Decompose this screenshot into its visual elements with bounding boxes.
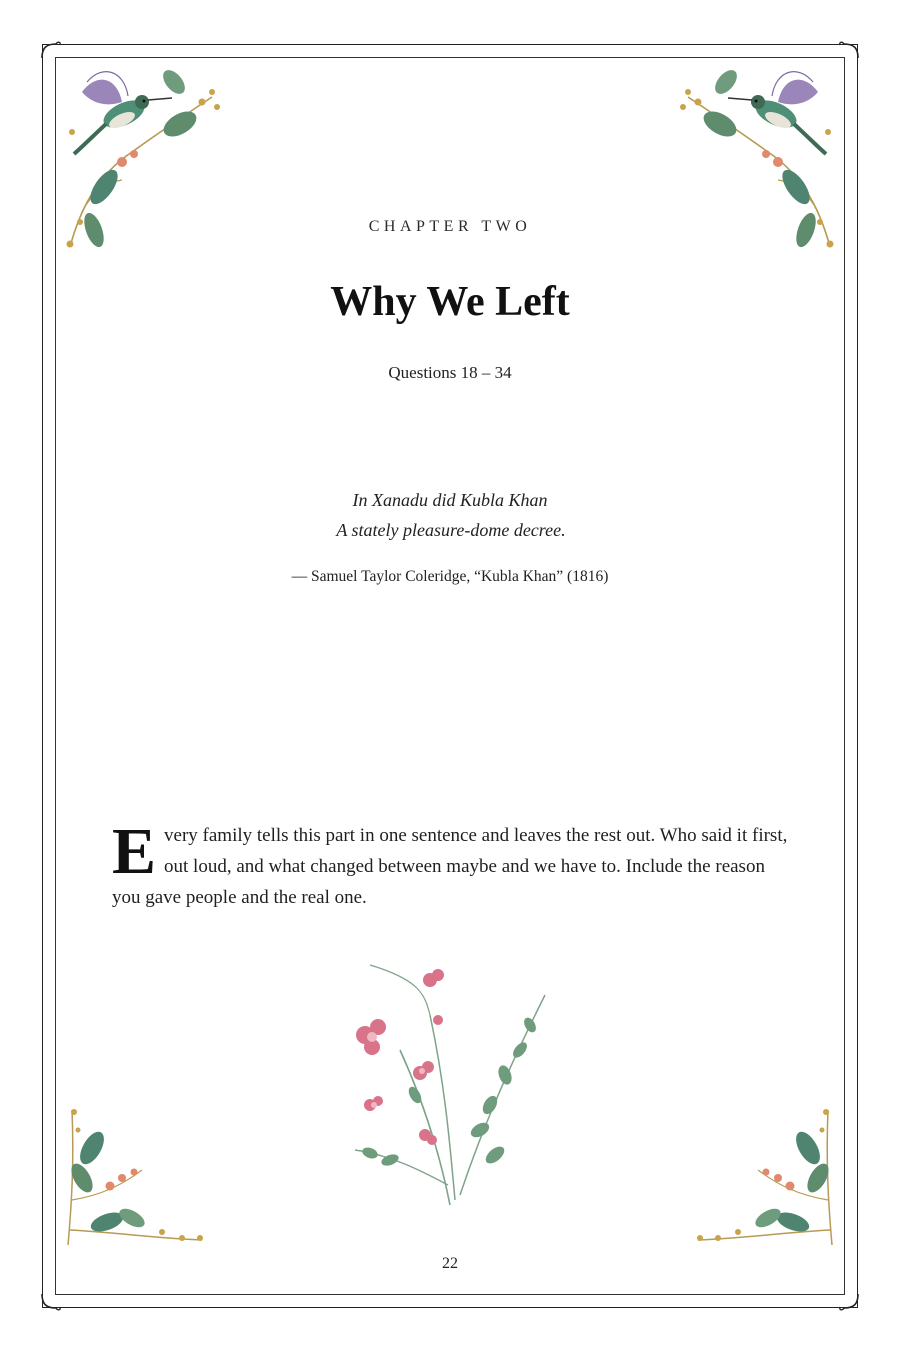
corner-curl-icon <box>838 38 864 64</box>
floral-sprig-icon <box>62 1100 212 1250</box>
epigraph-line: In Xanadu did Kubla Khan <box>352 490 548 510</box>
wildflower-bouquet-icon <box>330 955 570 1215</box>
body-paragraph <box>112 815 792 913</box>
floral-sprig-icon <box>688 1100 838 1250</box>
corner-curl-icon <box>838 1288 864 1314</box>
epigraph <box>0 485 900 545</box>
corner-curl-icon <box>36 38 62 64</box>
body-text: very family tells this part in one sentence and leaves the rest out. Who said it first, out loud, and what changed between maybe and we have to. Include the reason you gave people and the real one. <box>112 825 788 908</box>
drop-cap: E <box>112 815 157 888</box>
chapter-title: Why We Left <box>330 279 570 325</box>
chapter-subtitle: Questions 18 – 34 <box>388 363 512 382</box>
page-number: 22 <box>442 1255 458 1272</box>
epigraph-line: A stately pleasure-dome decree. <box>336 520 566 540</box>
chapter-label: CHAPTER TWO <box>368 218 532 235</box>
corner-curl-icon <box>36 1288 62 1314</box>
epigraph-attribution: — Samuel Taylor Coleridge, “Kubla Khan” (1816) <box>291 568 609 585</box>
